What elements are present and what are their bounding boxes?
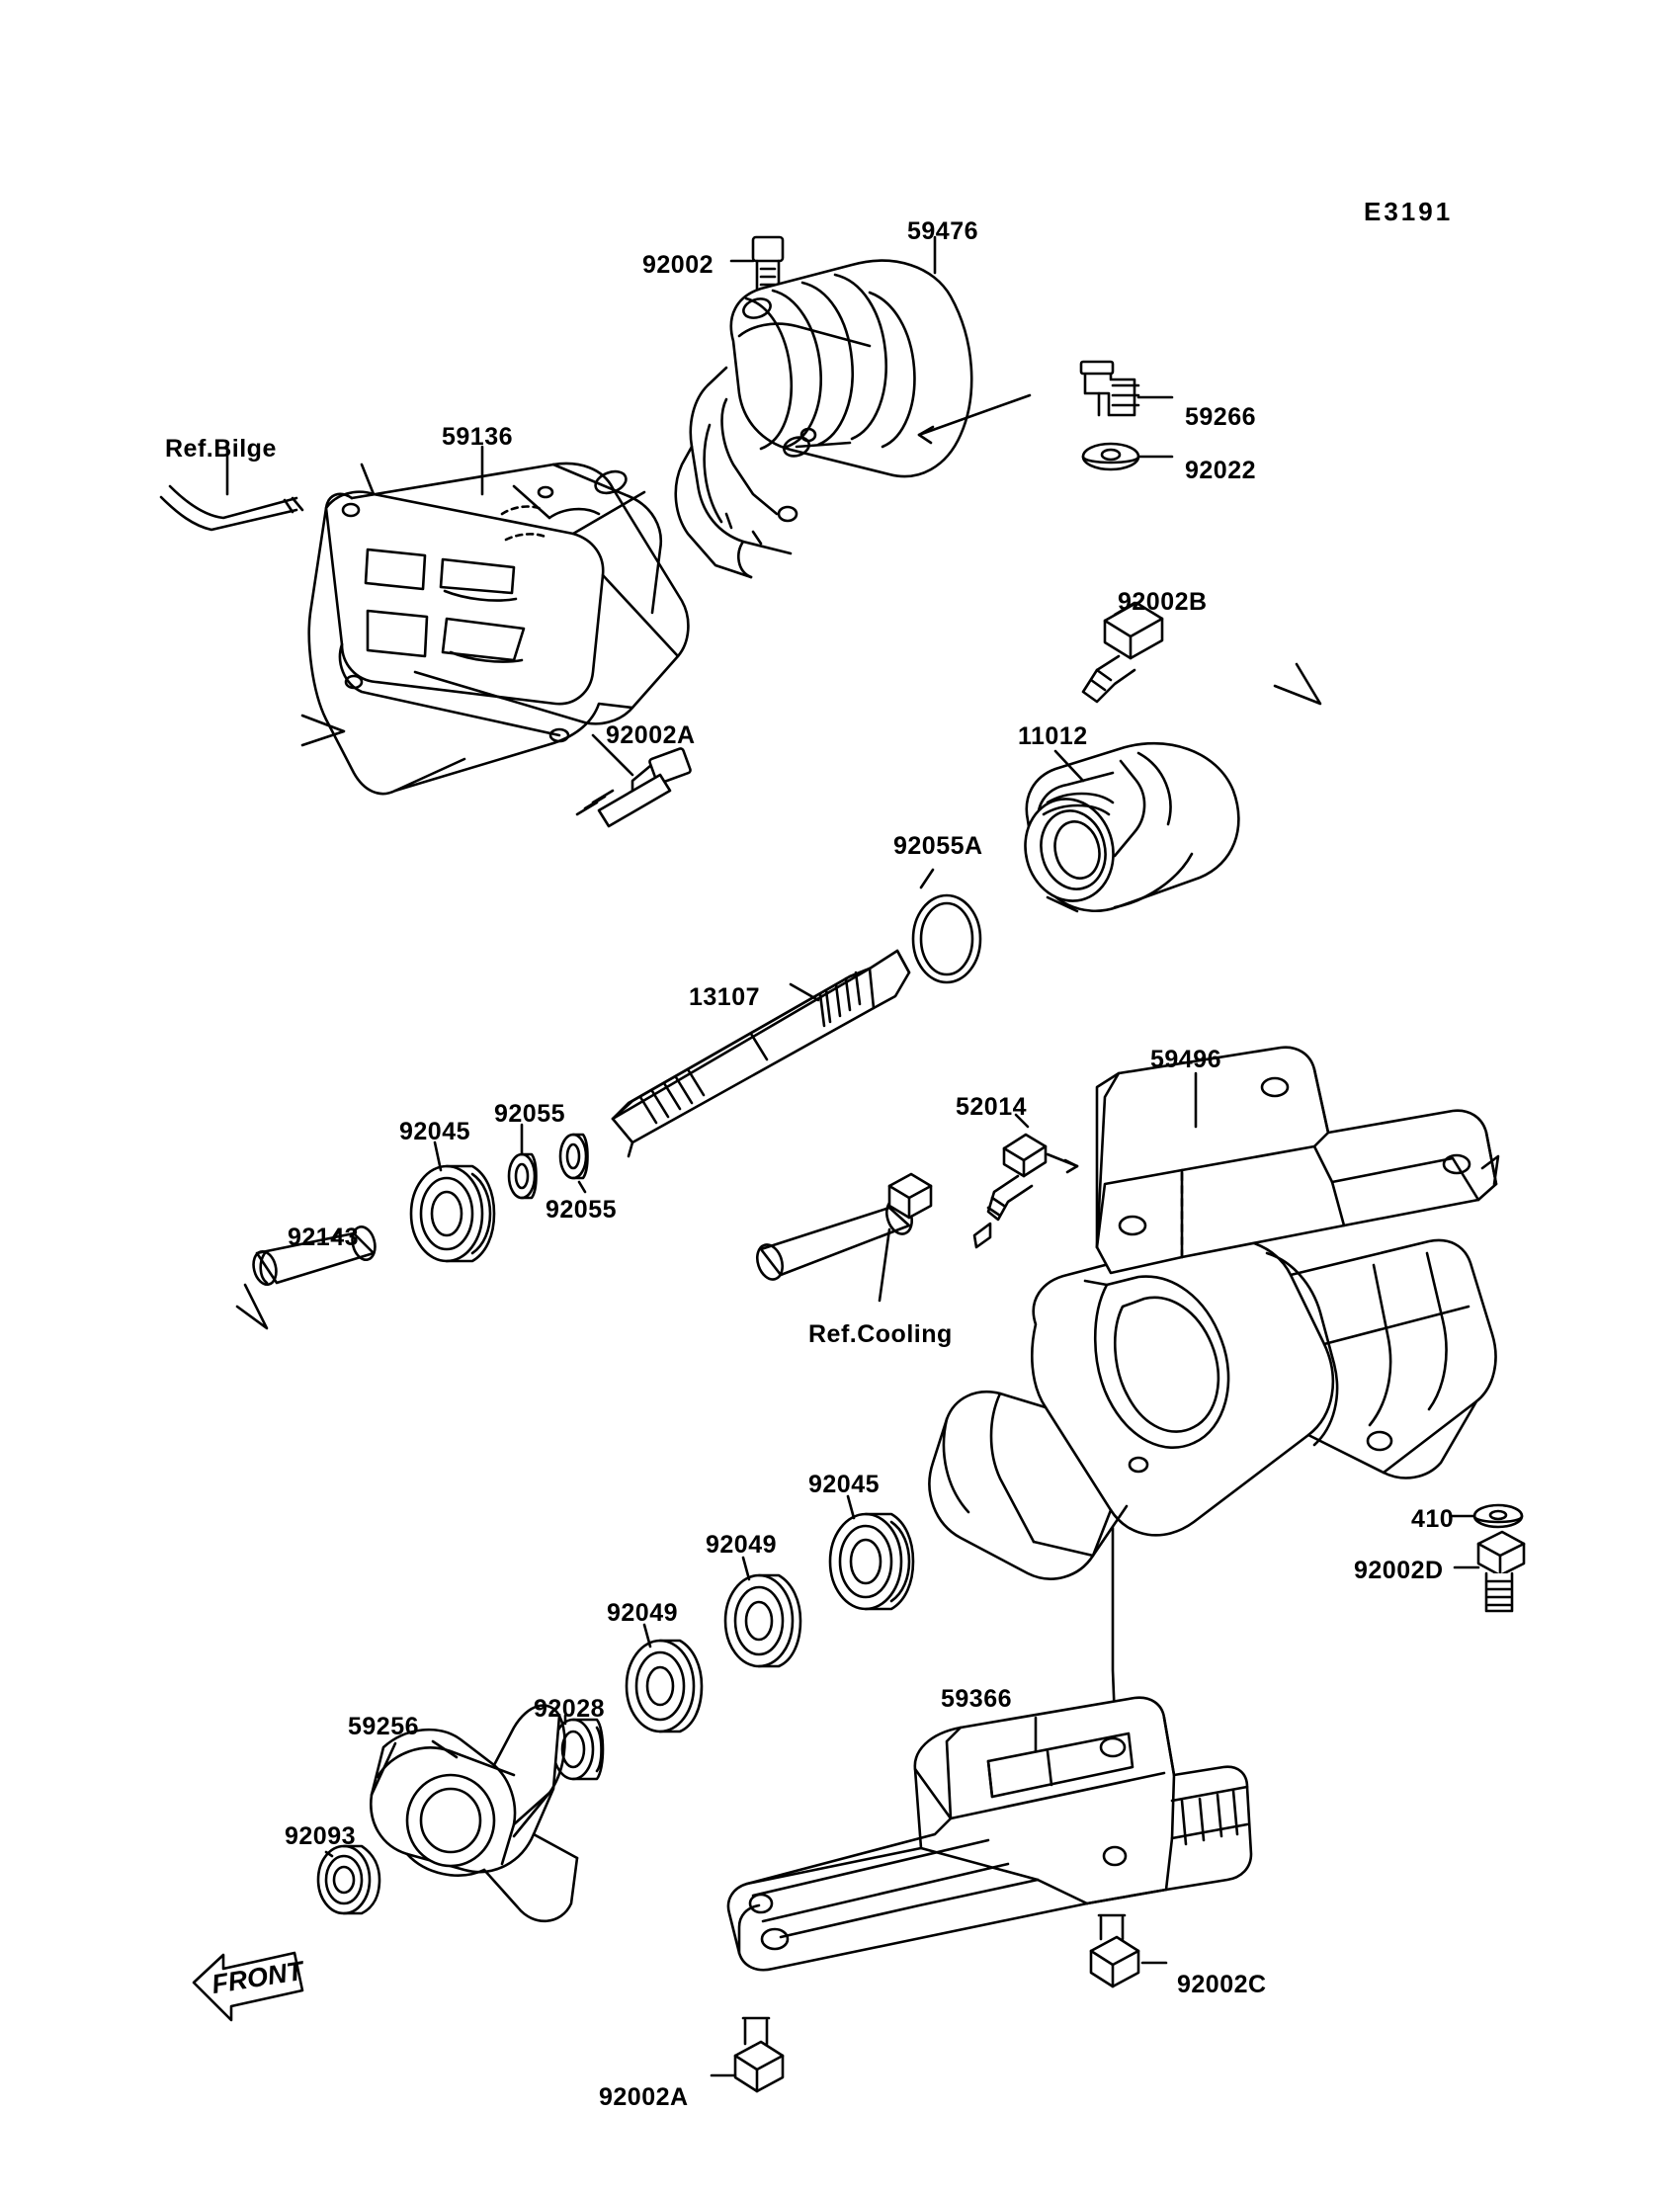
label-92002: 92002 bbox=[642, 251, 714, 279]
label-59476: 59476 bbox=[907, 217, 979, 245]
label-11012: 11012 bbox=[1018, 722, 1088, 750]
label-92045-lower: 92045 bbox=[808, 1471, 881, 1498]
label-92028: 92028 bbox=[534, 1695, 606, 1723]
label-92055a: 92055A bbox=[893, 832, 983, 860]
label-59266: 59266 bbox=[1185, 403, 1257, 431]
part-410-washer bbox=[1453, 1505, 1522, 1527]
part-92055a-oring bbox=[913, 870, 980, 982]
part-92045-bearing-2 bbox=[830, 1514, 913, 1609]
label-ref-cooling: Ref.Cooling bbox=[808, 1320, 953, 1348]
part-59266-fitting bbox=[1081, 362, 1172, 415]
label-92055-upper: 92055 bbox=[494, 1100, 566, 1128]
part-92055-washer-2 bbox=[560, 1135, 588, 1192]
leader-13107 bbox=[791, 984, 818, 1000]
leader-59496-to-59366 bbox=[1113, 1528, 1115, 1720]
label-92002a-lower: 92002A bbox=[599, 2083, 689, 2111]
ref-cooling-hose bbox=[753, 1196, 916, 1301]
part-92055-washer-1 bbox=[509, 1125, 537, 1198]
part-92022-washer bbox=[1083, 444, 1172, 469]
sheet-code: E3191 bbox=[1364, 197, 1454, 226]
part-92002b-bolt bbox=[1083, 603, 1162, 702]
part-11012-cap bbox=[1015, 743, 1239, 911]
label-92093: 92093 bbox=[285, 1822, 357, 1850]
part-92045-bearing-1 bbox=[411, 1166, 494, 1261]
label-410: 410 bbox=[1411, 1505, 1455, 1533]
part-59496-pump-body bbox=[929, 1048, 1496, 1579]
label-59366: 59366 bbox=[941, 1685, 1013, 1713]
label-92022: 92022 bbox=[1185, 457, 1257, 484]
label-92143: 92143 bbox=[288, 1224, 360, 1251]
part-92002d-bolt bbox=[1455, 1532, 1524, 1611]
label-92049-lower: 92049 bbox=[607, 1599, 679, 1627]
label-92049-upper: 92049 bbox=[706, 1531, 778, 1559]
label-92002b: 92002B bbox=[1118, 588, 1208, 616]
label-92055-lower: 92055 bbox=[546, 1196, 618, 1224]
part-92049-seal-2 bbox=[627, 1641, 702, 1732]
part-59366-intake-grate bbox=[728, 1698, 1251, 1971]
part-92093-seal bbox=[318, 1846, 379, 1913]
label-92002a-upper: 92002A bbox=[606, 721, 696, 749]
label-92002d: 92002D bbox=[1354, 1557, 1444, 1584]
label-ref-bilge: Ref.Bilge bbox=[165, 435, 277, 463]
part-nut-on-cooling bbox=[889, 1174, 931, 1218]
label-59496: 59496 bbox=[1150, 1046, 1222, 1073]
pointer-arrow-92143 bbox=[237, 1285, 267, 1328]
label-92045-upper: 92045 bbox=[399, 1118, 471, 1145]
label-59136: 59136 bbox=[442, 423, 514, 451]
label-52014: 52014 bbox=[956, 1093, 1028, 1121]
pointer-arrow-top-right bbox=[1275, 664, 1320, 704]
leader-92045-2 bbox=[848, 1496, 854, 1518]
part-13107-shaft bbox=[613, 951, 909, 1156]
part-92049-seal-1 bbox=[725, 1575, 800, 1666]
part-92002a-bolt-2 bbox=[712, 2018, 783, 2091]
front-marker-text: FRONT bbox=[210, 1955, 305, 2000]
label-59256: 59256 bbox=[348, 1713, 420, 1740]
label-92002c: 92002C bbox=[1177, 1971, 1267, 1998]
part-92002c-bolt bbox=[1091, 1915, 1166, 1986]
label-13107: 13107 bbox=[689, 983, 761, 1011]
part-52014-nipple bbox=[974, 1115, 1077, 1247]
leader-92045-1 bbox=[435, 1142, 441, 1170]
part-59476-pump-housing bbox=[676, 261, 971, 577]
leader-92049-1 bbox=[743, 1558, 749, 1579]
